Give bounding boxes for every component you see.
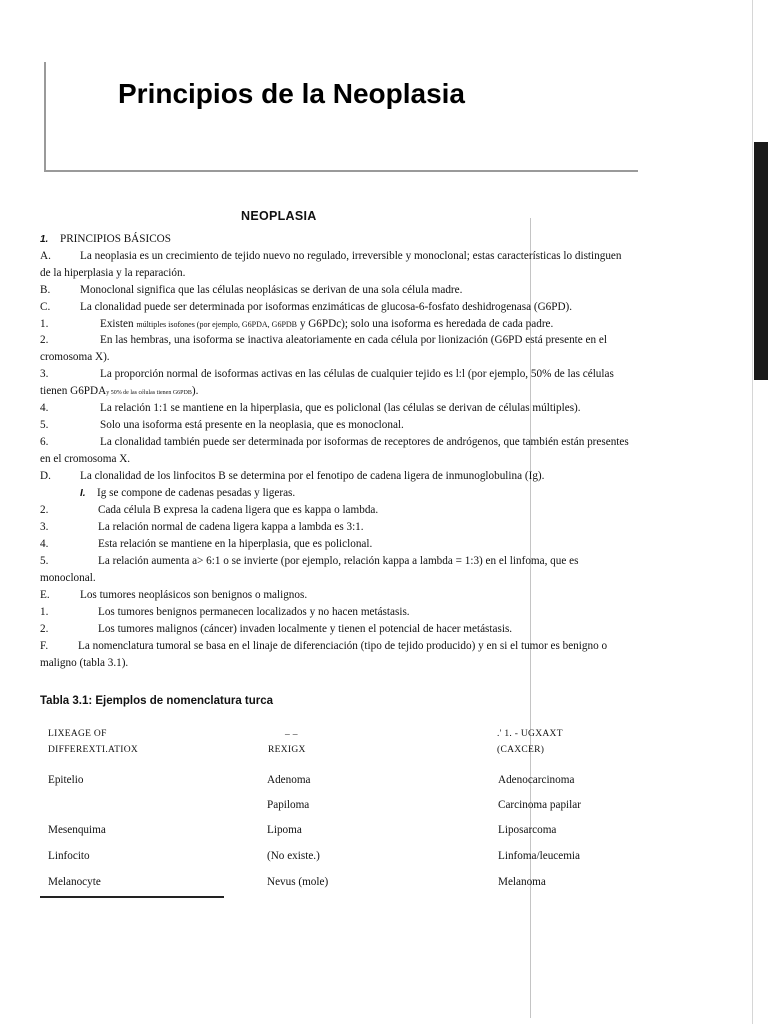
list-item-continuation: [40, 655, 680, 672]
page-edge-rule: [752, 0, 753, 1024]
item-label: 6.: [40, 436, 49, 448]
column-header: LIXEAGE OF: [48, 729, 107, 739]
item-label: A.: [40, 250, 51, 262]
list-item: [40, 282, 680, 299]
item-text: La neoplasia es un crecimiento de tejido nuevo no regulado, irreversible y monoclonal; estas características lo distinguen: [80, 250, 622, 262]
item-text: en el cromosoma X.: [40, 453, 131, 465]
item-text: ).: [191, 385, 199, 397]
item-label: B.: [40, 284, 51, 296]
item-label: D.: [40, 470, 51, 482]
item-text: Esta relación se mantiene en la hiperplasia, que es policlonal.: [98, 538, 373, 550]
item-text: Los tumores neoplásicos son benignos o malignos.: [80, 589, 308, 601]
list-item: [40, 299, 680, 316]
page-edge-bar: [754, 142, 768, 380]
item-text: Solo una isoforma está presente en la neoplasia, que es monoclonal.: [100, 419, 404, 431]
item-text: La relación aumenta a> 6:1 o se invierte (por ejemplo, relación kappa a lambda = 1:3) en el linfoma, que es: [98, 555, 579, 567]
list-item: [40, 332, 680, 349]
item-text: La clonalidad también puede ser determinada por isoformas de receptores de andrógenos, que también están presentes: [100, 436, 629, 448]
item-text-small: múltiples isofones (por ejemplo, G6PDA, G6PDB: [136, 320, 298, 329]
list-item: [40, 553, 680, 570]
item-text: cromosoma X).: [40, 351, 110, 363]
item-text: Los tumores benignos permanecen localizados y no hacen metástasis.: [98, 606, 410, 618]
item-text: de la hiperplasia y la reparación.: [40, 267, 186, 279]
table-cell: Linfocito: [48, 850, 90, 862]
item-text: Cada célula B expresa la cadena ligera que es kappa o lambda.: [98, 504, 379, 516]
table-cell: (No existe.): [267, 850, 320, 862]
list-item-continuation: [40, 570, 680, 587]
page-title: Principios de la Neoplasia: [118, 78, 466, 109]
item-text: Ig se compone de cadenas pesadas y ligeras.: [97, 487, 296, 499]
item-text: La relación normal de cadena ligera kappa a lambda es 3:1.: [98, 521, 364, 533]
table-cell: Adenocarcinoma: [498, 774, 575, 786]
list-item: [40, 417, 680, 434]
column-header: _ _: [285, 727, 298, 737]
item-label: C.: [40, 301, 51, 313]
list-item: [40, 366, 680, 383]
table-cell: Epitelio: [48, 774, 84, 786]
list-item: [40, 621, 680, 638]
table-cell: Liposarcoma: [498, 824, 557, 836]
item-label: 4.: [40, 538, 49, 550]
table-cell: Adenoma: [267, 774, 311, 786]
title-frame-left: [44, 62, 46, 172]
item-label: 2.: [40, 504, 49, 516]
item-label: 5.: [40, 555, 49, 567]
item-label: F.: [40, 640, 49, 652]
list-item: [40, 316, 680, 332]
item-label: 1.: [40, 318, 49, 330]
table-underline: [40, 896, 224, 898]
item-text: La nomenclatura tumoral se basa en el linaje de diferenciación (tipo de tejido producido) y en si el tumor es benigno o: [78, 640, 608, 652]
list-item: [40, 231, 680, 248]
item-label: 5.: [40, 419, 49, 431]
table-cell: Nevus (mole): [267, 876, 329, 888]
table-title: Tabla 3.1: Ejemplos de nomenclatura turca: [40, 695, 274, 707]
item-text: Existen: [100, 318, 134, 330]
item-text: monoclonal.: [40, 572, 96, 584]
table-cell: Papiloma: [267, 799, 310, 811]
table-cell: Carcinoma papilar: [498, 799, 581, 811]
item-text: tienen G6PDA: [40, 385, 107, 397]
list-item: [40, 519, 680, 536]
table-cell: Melanocyte: [48, 876, 101, 888]
item-text: La clonalidad de los linfocitos B se determina por el fenotipo de cadena ligera de inmunoglobulina (Ig).: [80, 470, 545, 482]
table-cell: Lipoma: [267, 824, 302, 836]
item-label: 1.: [40, 606, 49, 618]
document-body: [40, 231, 680, 672]
list-item: [40, 434, 680, 451]
item-label: I.: [80, 488, 86, 499]
item-text: Los tumores malignos (cáncer) invaden localmente y tienen el potencial de hacer metástasis.: [98, 623, 513, 635]
list-item: [40, 587, 680, 604]
item-text: La proporción normal de isoformas activas en las células de cualquier tejido es l:l (por ejemplo, 50% de las células: [100, 368, 614, 380]
item-text: PRINCIPIOS BÁSICOS: [60, 233, 171, 245]
column-header: (CAXCER): [497, 745, 545, 755]
item-text-tiny: y 50% de las células tienen G6PDB: [106, 390, 192, 396]
item-text: Monoclonal significa que las células neoplásicas se derivan de una sola célula madre.: [80, 284, 463, 296]
list-item: [40, 502, 680, 519]
list-item-continuation: [40, 451, 680, 468]
item-label: E.: [40, 589, 50, 601]
column-header: .' 1. - UGXAXT: [497, 729, 563, 739]
section-heading: NEOPLASIA: [241, 209, 317, 223]
list-item: [40, 400, 680, 417]
item-text: La clonalidad puede ser determinada por isoformas enzimáticas de glucosa-6-fosfato deshidrogenasa (G6PD).: [80, 301, 573, 313]
item-label: 3.: [40, 368, 49, 380]
table-cell: Mesenquima: [48, 824, 106, 836]
item-number: 1.: [40, 234, 49, 245]
title-frame-bottom: [44, 170, 638, 172]
list-item: [40, 468, 680, 485]
item-label: 3.: [40, 521, 49, 533]
column-header: REXIGX: [268, 745, 306, 755]
item-label: 2.: [40, 623, 49, 635]
item-text: y G6PDc); solo una isoforma es heredada de cada padre.: [299, 318, 554, 330]
table-cell: Linfoma/leucemia: [498, 850, 581, 862]
item-label: 2.: [40, 334, 49, 346]
item-label: 4.: [40, 402, 49, 414]
item-text: La relación 1:1 se mantiene en la hiperplasia, que es policlonal (las células se derivan de células múltiples).: [100, 402, 581, 414]
list-item-continuation: [40, 265, 680, 282]
list-item: [40, 604, 680, 621]
list-item-continuation: [40, 349, 680, 366]
list-item: [40, 638, 680, 655]
item-text: maligno (tabla 3.1).: [40, 657, 129, 669]
list-item: [40, 536, 680, 553]
column-header: DIFFEREXTI.ATIOX: [48, 745, 139, 755]
table-cell: Melanoma: [498, 876, 546, 888]
list-item: [40, 485, 680, 502]
list-item-continuation: [40, 383, 680, 400]
list-item: [40, 248, 680, 265]
item-text: En las hembras, una isoforma se inactiva aleatoriamente en cada célula por lionización (G6PD está presente en el: [100, 334, 607, 346]
